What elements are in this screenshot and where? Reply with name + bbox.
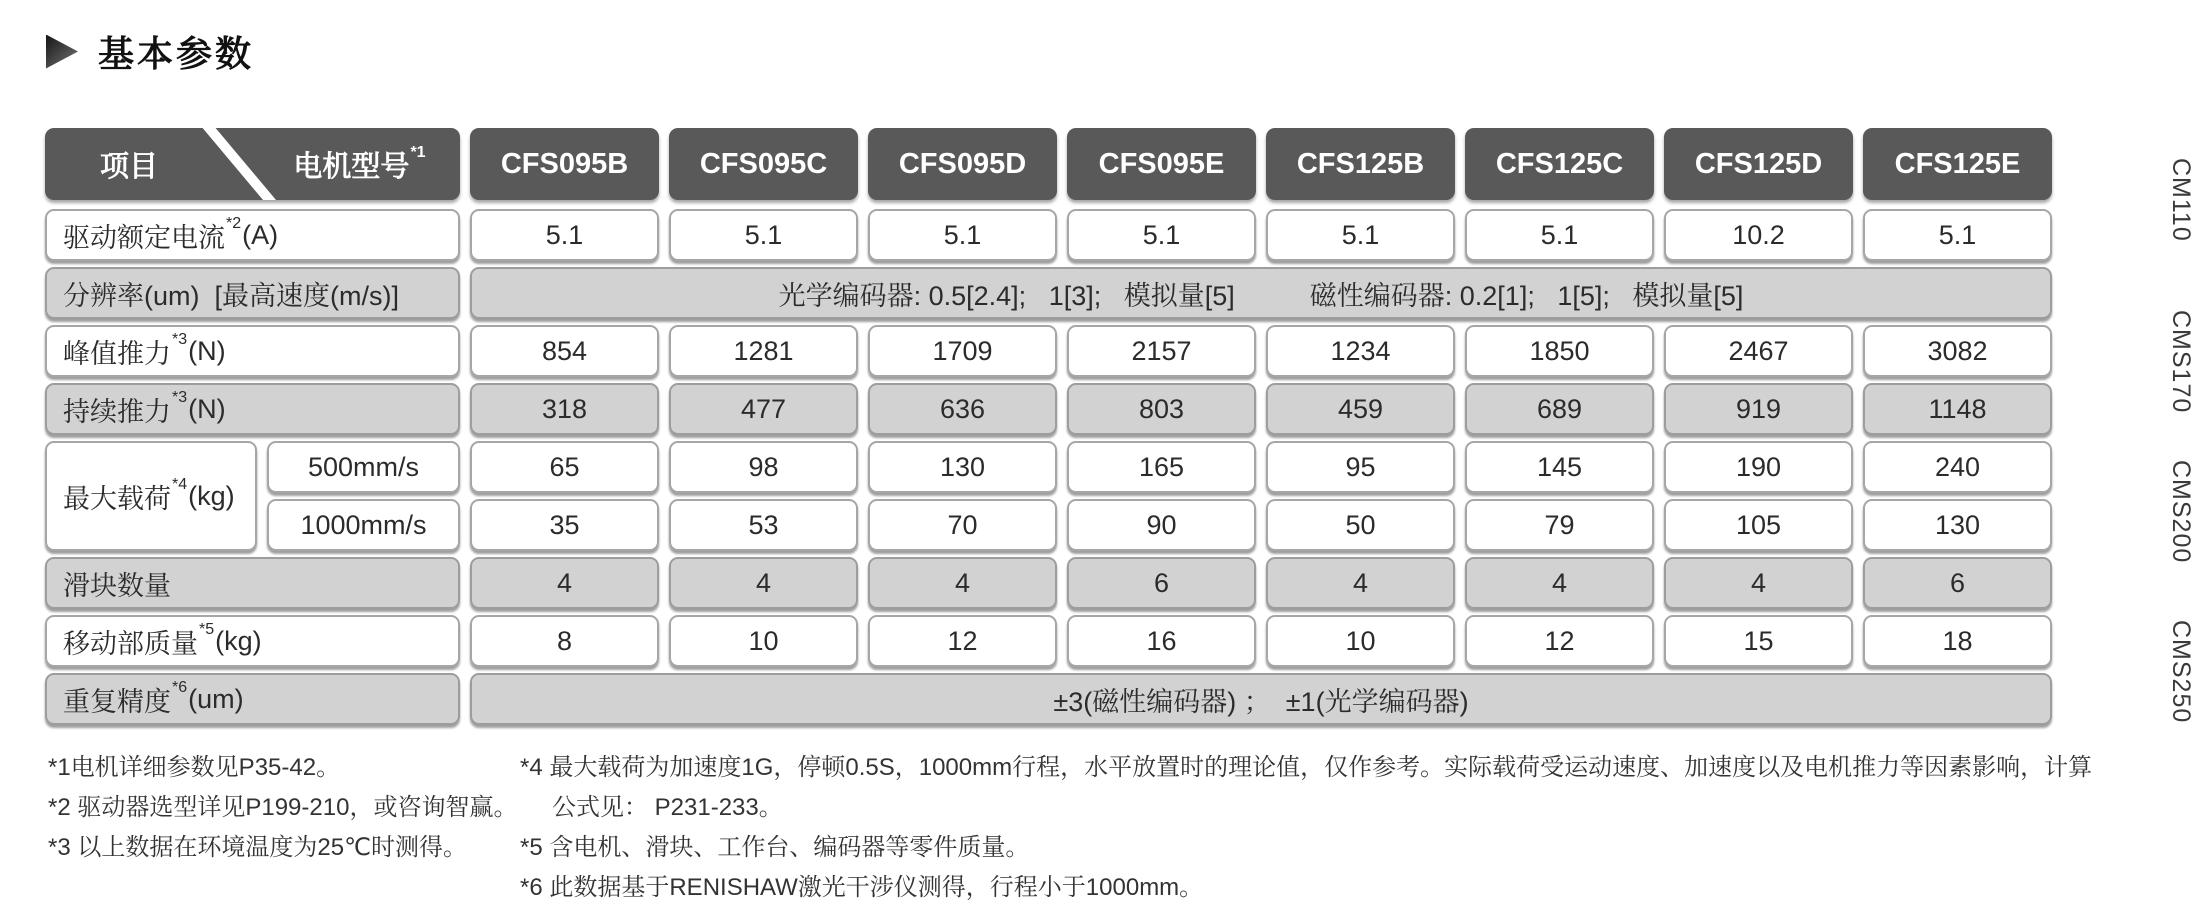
table-cell: 15: [1664, 615, 1853, 667]
table-cell: 477: [669, 383, 858, 435]
footnote: *3 以上数据在环境温度为25℃时测得。: [48, 834, 468, 861]
side-tabs: [2162, 0, 2202, 920]
table-cell: 5.1: [1863, 209, 2052, 261]
table-cell: 90: [1067, 499, 1256, 551]
table-cell: 5.1: [1465, 209, 1654, 261]
max-load-subrows: [267, 441, 2052, 551]
footnotes-left: [48, 748, 517, 868]
table-cell: 65: [470, 441, 659, 493]
side-tab-cm110: CM110: [2167, 158, 2195, 242]
side-tab-cms250: CMS250: [2167, 620, 2195, 724]
header-corner-cell: [45, 128, 460, 200]
table-span-cell: 光学编码器: 0.5[2.4]; 1[3]; 模拟量[5] 磁性编码器: 0.2[1]; 1[5]; 模拟量[5]: [470, 267, 2052, 319]
footnote: *1电机详细参数见P35-42。: [48, 754, 341, 781]
table-cell: 5.1: [669, 209, 858, 261]
table-cell: 318: [470, 383, 659, 435]
table-cell: 1234: [1266, 325, 1455, 377]
header-model-cfs095b: CFS095B: [470, 128, 659, 200]
footnote: *2 驱动器选型详见P199-210，或咨询智赢。: [48, 794, 518, 821]
table-cell: 190: [1664, 441, 1853, 493]
table-cell: 8: [470, 615, 659, 667]
row-rated-current: [45, 209, 2052, 261]
table-cell: 10: [669, 615, 858, 667]
row-moving-mass: [45, 615, 2052, 667]
row-peak-force: [45, 325, 2052, 377]
page-title: 基本参数: [98, 33, 255, 74]
table-cell: 854: [470, 325, 659, 377]
table-cell: 50: [1266, 499, 1455, 551]
table-cell: 689: [1465, 383, 1654, 435]
row-max-load-500: [267, 441, 2052, 493]
table-cell: 53: [669, 499, 858, 551]
table-cell: 95: [1266, 441, 1455, 493]
table-cell: 1148: [1863, 383, 2052, 435]
header-model-cfs125b: CFS125B: [1266, 128, 1455, 200]
table-cell: 5.1: [1067, 209, 1256, 261]
footnote: *5 含电机、滑块、工作台、编码器等零件质量。: [520, 834, 1030, 861]
table-cell: 459: [1266, 383, 1455, 435]
table-cell: 79: [1465, 499, 1654, 551]
table-cell: 12: [868, 615, 1057, 667]
side-tab-cms170: CMS170: [2167, 310, 2195, 414]
table-cell: 5.1: [868, 209, 1057, 261]
table-cell: 130: [868, 441, 1057, 493]
table-cell: 2467: [1664, 325, 1853, 377]
table-cell: 2157: [1067, 325, 1256, 377]
table-cell: 240: [1863, 441, 2052, 493]
table-cell: 10: [1266, 615, 1455, 667]
speed-label: 500mm/s: [267, 441, 460, 493]
row-label: 移动部质量 *5 (kg): [45, 615, 460, 667]
table-cell: 5.1: [1266, 209, 1455, 261]
row-max-load-1000: [267, 499, 2052, 551]
table-cell: 6: [1863, 557, 2052, 609]
table-span-cell: ±3(磁性编码器) ； ±1(光学编码器): [470, 673, 2052, 725]
header-item-label: 项目: [100, 150, 159, 183]
row-label: 最大载荷 *4 (kg): [45, 441, 257, 551]
footnotes-right: [520, 748, 2092, 908]
table-cell: 98: [669, 441, 858, 493]
table-cell: 4: [868, 557, 1057, 609]
table-cell: 5.1: [470, 209, 659, 261]
table-cell: 70: [868, 499, 1057, 551]
row-label: 驱动额定电流 *2 (A): [45, 209, 460, 261]
table-cell: 16: [1067, 615, 1256, 667]
table-cell: 165: [1067, 441, 1256, 493]
table-header-row: [45, 128, 2052, 200]
table-cell: 4: [1266, 557, 1455, 609]
table-cell: 803: [1067, 383, 1256, 435]
header-model-cfs125d: CFS125D: [1664, 128, 1853, 200]
table-cell: 130: [1863, 499, 2052, 551]
table-cell: 145: [1465, 441, 1654, 493]
parameters-table: [45, 128, 2052, 731]
table-cell: 3082: [1863, 325, 2052, 377]
table-cell: 12: [1465, 615, 1654, 667]
side-tab-cms200: CMS200: [2167, 460, 2195, 564]
speed-label: 1000mm/s: [267, 499, 460, 551]
header-model-cfs095d: CFS095D: [868, 128, 1057, 200]
row-slider-count: [45, 557, 2052, 609]
header-model-cfs125c: CFS125C: [1465, 128, 1654, 200]
row-repeatability: [45, 673, 2052, 725]
row-label: 滑块数量: [45, 557, 460, 609]
table-cell: 18: [1863, 615, 2052, 667]
header-model-cfs125e: CFS125E: [1863, 128, 2052, 200]
table-cell: 1709: [868, 325, 1057, 377]
section-arrow-icon: [46, 35, 78, 69]
row-resolution: [45, 267, 2052, 319]
header-model-cfs095e: CFS095E: [1067, 128, 1256, 200]
row-label: 峰值推力 *3 (N): [45, 325, 460, 377]
row-label: 重复精度 *6 (um): [45, 673, 460, 725]
table-cell: 4: [470, 557, 659, 609]
table-cell: 4: [1664, 557, 1853, 609]
table-cell: 6: [1067, 557, 1256, 609]
table-cell: 636: [868, 383, 1057, 435]
row-label: 分辨率(um) [最高速度(m/s)]: [45, 267, 460, 319]
table-cell: 10.2: [1664, 209, 1853, 261]
header-model-cfs095c: CFS095C: [669, 128, 858, 200]
section-title-row: [46, 26, 254, 77]
header-model-label: 电机型号 *1: [293, 144, 426, 183]
table-cell: 4: [1465, 557, 1654, 609]
row-continuous-force: [45, 383, 2052, 435]
footnote: *4 最大载荷为加速度1G，停顿0.5S，1000mm行程，水平放置时的理论值，仅作参考。实际载荷受运动速度、加速度以及电机推力等因素影响，计算: [520, 754, 2093, 781]
footnote: *6 此数据基于RENISHAW激光干涉仪测得，行程小于1000mm。: [520, 874, 1204, 901]
table-cell: 1281: [669, 325, 858, 377]
table-cell: 1850: [1465, 325, 1654, 377]
table-cell: 4: [669, 557, 858, 609]
table-cell: 35: [470, 499, 659, 551]
row-group-max-load: [45, 441, 2052, 551]
table-cell: 919: [1664, 383, 1853, 435]
table-cell: 105: [1664, 499, 1853, 551]
footnote: 公式见： P231-233。: [552, 794, 783, 821]
row-label: 持续推力 *3 (N): [45, 383, 460, 435]
